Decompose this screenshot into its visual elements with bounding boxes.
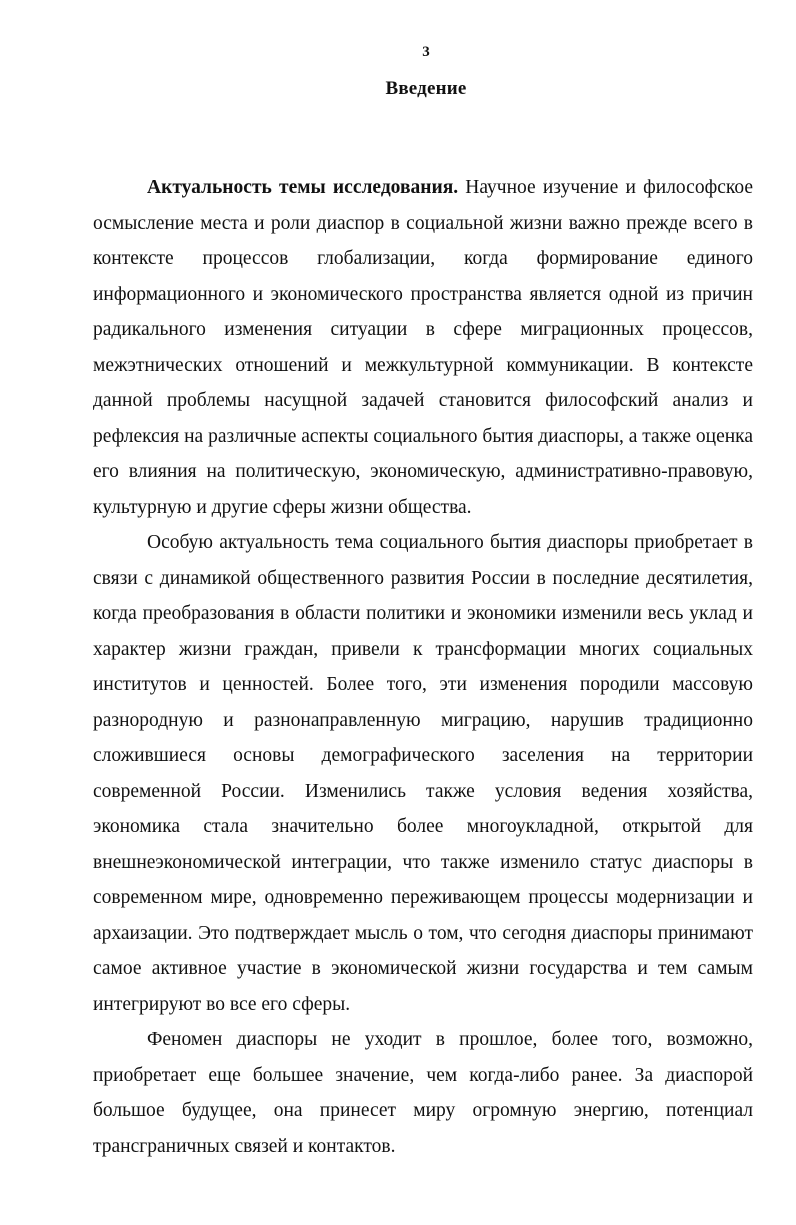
paragraph-text: Научное изучение и философское осмысление места и роли диаспор в социальной жизни важно прежде всего в контексте процессов глобализации, когда формирование единого информационного и экономического пространства является одной из причин радикального изменения ситуации в сфере миграционных процессов, межэтнических отношений и межкультурной коммуникации. В контексте данной проблемы насущной задачей становится философский анализ и рефлексия на различные аспекты социального бытия диаспоры, а также оценка его влияния на политическую, экономическую, административно-правовую, культурную и другие сферы жизни общества. — [93, 177, 753, 518]
paragraph-russia-dynamics — [93, 525, 753, 1022]
body-text — [93, 170, 753, 1164]
paragraph-relevance — [93, 170, 753, 525]
paragraph-diaspora-future — [93, 1022, 753, 1164]
section-heading: Введение — [385, 78, 467, 99]
paragraph-text: Особую актуальность тема социального бытия диаспоры приобретает в связи с динамикой общественного развития России в последние десятилетия, когда преобразования в области политики и экономики изменили весь уклад и характер жизни граждан, привели к трансформации многих социальных институтов и ценностей. Более того, эти изменения породили массовую разнородную и разнонаправленную миграцию, нарушив традиционно сложившиеся основы демографического заселения на территории современной России. Изменились также условия ведения хозяйства, экономика стала значительно более многоукладной, открытой для внешнеэкономической интеграции, что также изменило статус диаспоры в современном мире, одновременно переживающем процессы модернизации и архаизации. Это подтверждает мысль о том, что сегодня диаспоры принимают самое активное участие в экономической жизни государства и тем самым интегрируют во все его сферы. — [93, 532, 753, 1015]
page-number: 3 — [422, 44, 430, 60]
paragraph-text: Феномен диаспоры не уходит в прошлое, более того, возможно, приобретает еще большее значение, чем когда-либо ранее. За диаспорой большое будущее, она принесет миру огромную энергию, потенциал трансграничных связей и контактов. — [93, 1029, 753, 1157]
paragraph-lead: Актуальность темы исследования. — [147, 177, 459, 198]
